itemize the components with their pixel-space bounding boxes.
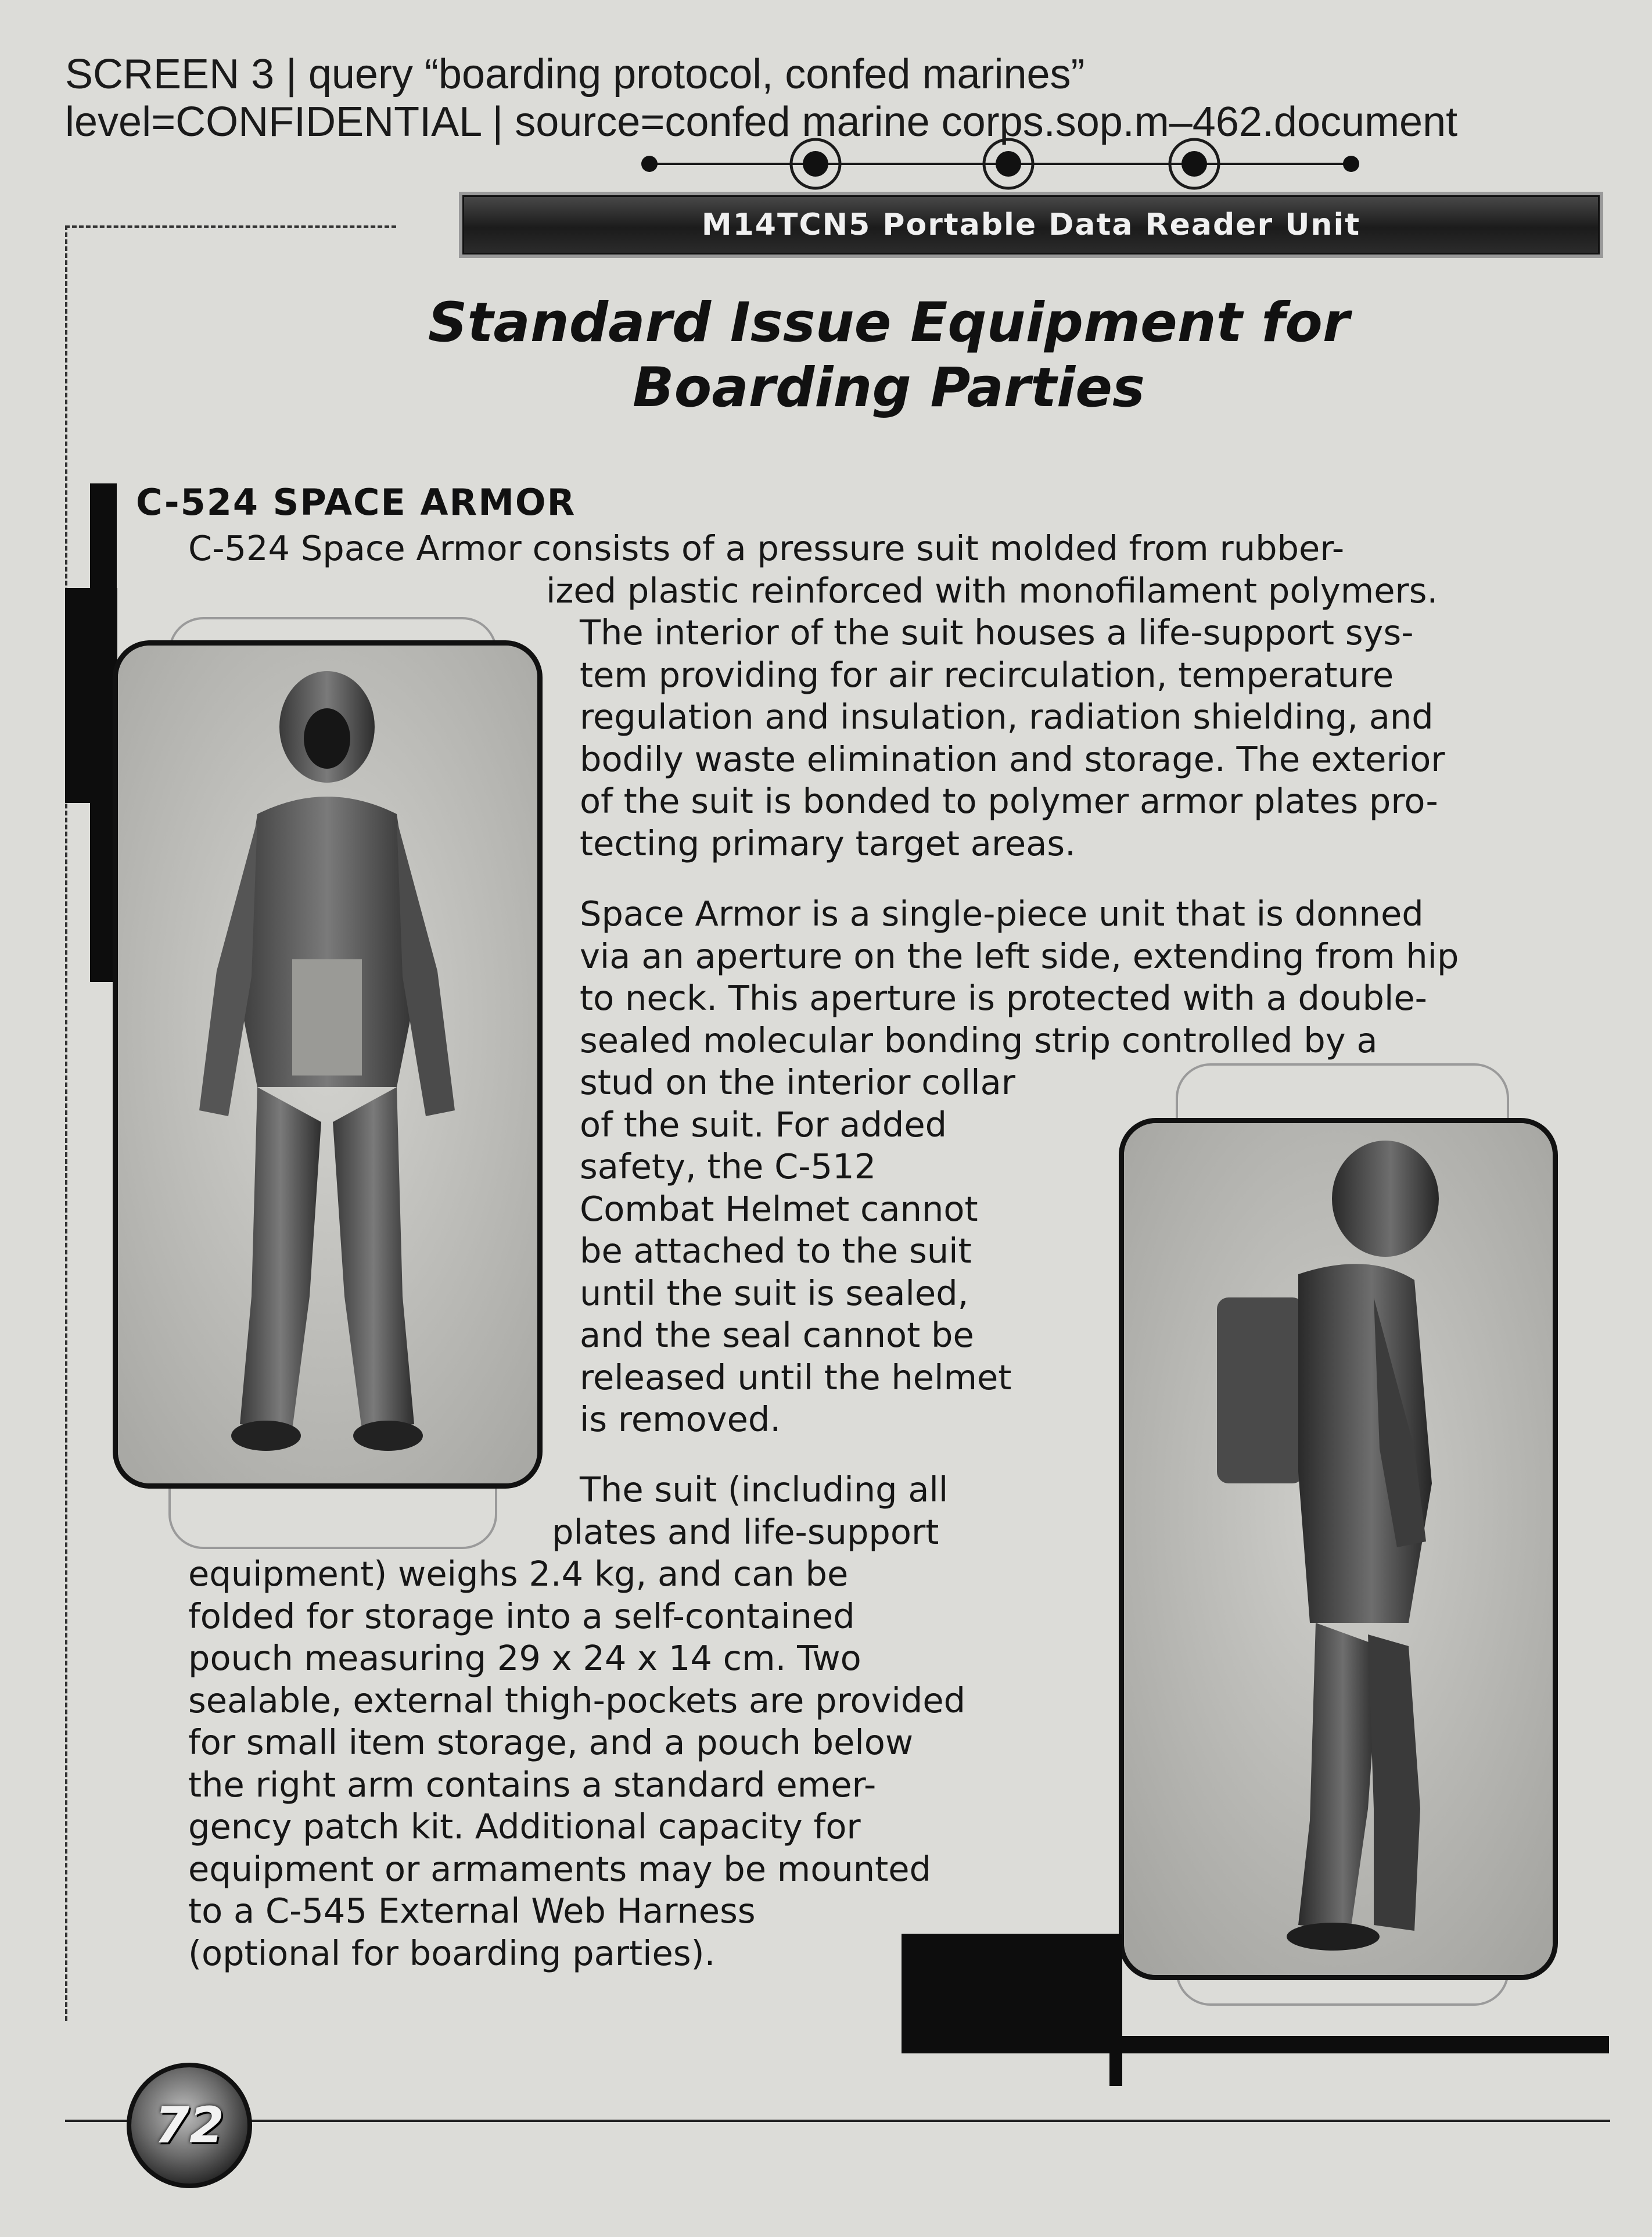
para3-line: pouch measuring 29 x 24 x 14 cm. Two [188,1638,861,1678]
para3-line: The suit (including all [580,1469,949,1510]
corner-block [902,1934,1120,2042]
para3-line: plates and life-support [552,1511,939,1552]
para2-line: be attached to the suit [580,1231,972,1271]
para2-line: Combat Helmet cannot [580,1188,978,1229]
para3-line: sealable, external thigh-pockets are provided [188,1680,966,1720]
section-heading: C-524 SPACE ARMOR [136,481,576,524]
para3-line: folded for storage into a self-contained [188,1596,855,1636]
para2-line: sealed molecular bonding strip controlled by a [580,1020,1378,1060]
vertical-accent-bar [1109,1934,1122,2086]
para1-line: of the suit is bonded to polymer armor plates pro- [580,781,1438,821]
para3-line: for small item storage, and a pouch below [188,1722,914,1762]
para2-line: of the suit. For added [580,1104,947,1145]
para2-line: via an aperture on the left side, extending from hip [580,935,1459,976]
para3-line: equipment) weighs 2.4 kg, and can be [188,1554,849,1594]
left-accent-bar-wide [65,588,117,803]
page-title [221,291,1557,421]
para3-line: the right arm contains a standard emer- [188,1764,877,1805]
page-title-line2: Boarding Parties [633,356,1145,420]
dashed-frame-top [65,225,396,228]
para3-line: to a C-545 External Web Harness [188,1891,756,1931]
para1-line: bodily waste elimination and storage. The exterior [580,739,1445,779]
para2-line: and the seal cannot be [580,1315,974,1355]
para2-line: is removed. [580,1399,781,1439]
dashed-frame-left [65,225,67,2021]
para1-line: C-524 Space Armor consists of a pressure suit molded from rubber- [188,528,1345,568]
header-source-line: level=CONFIDENTIAL | source=confed marine corps.sop.m–462.document [65,99,1458,145]
para2-line: safety, the C-512 [580,1146,877,1186]
para3-line: (optional for boarding parties). [188,1933,716,1973]
para1-line: tecting primary target areas. [580,823,1076,863]
header-query-line: SCREEN 3 | query “boarding protocol, confed marines” [65,51,1085,98]
para1-line: regulation and insulation, radiation shielding, and [580,697,1434,737]
armor-side-figure-icon [1124,1123,1553,1975]
para2-line: released until the helmet [580,1357,1012,1397]
armor-side-photo [1119,1118,1558,1980]
para3-line: equipment or armaments may be mounted [188,1848,931,1889]
armor-front-photo [113,640,543,1489]
horizontal-accent-bar [902,2036,1609,2053]
page-number-badge [127,2063,252,2188]
page-number: 72 [155,2096,224,2154]
para3-line: gency patch kit. Additional capacity for [188,1806,861,1847]
para1-line: The interior of the suit houses a life-support sys- [580,612,1414,653]
para1-line: ized plastic reinforced with monofilament polymers. [546,570,1438,611]
para2-line: to neck. This aperture is protected with a double- [580,978,1427,1018]
para2-line: stud on the interior collar [580,1062,1016,1102]
para2-line: Space Armor is a single-piece unit that is donned [580,894,1424,934]
para1-line: tem providing for air recirculation, temperature [580,654,1394,695]
page-title-line1: Standard Issue Equipment for [428,291,1350,354]
footer-rule [65,2120,1610,2122]
header-node-connector [627,134,1382,198]
para2-line: until the suit is sealed, [580,1272,969,1313]
armor-front-figure-icon [118,646,537,1483]
device-banner: M14TCN5 Portable Data Reader Unit [459,192,1603,258]
